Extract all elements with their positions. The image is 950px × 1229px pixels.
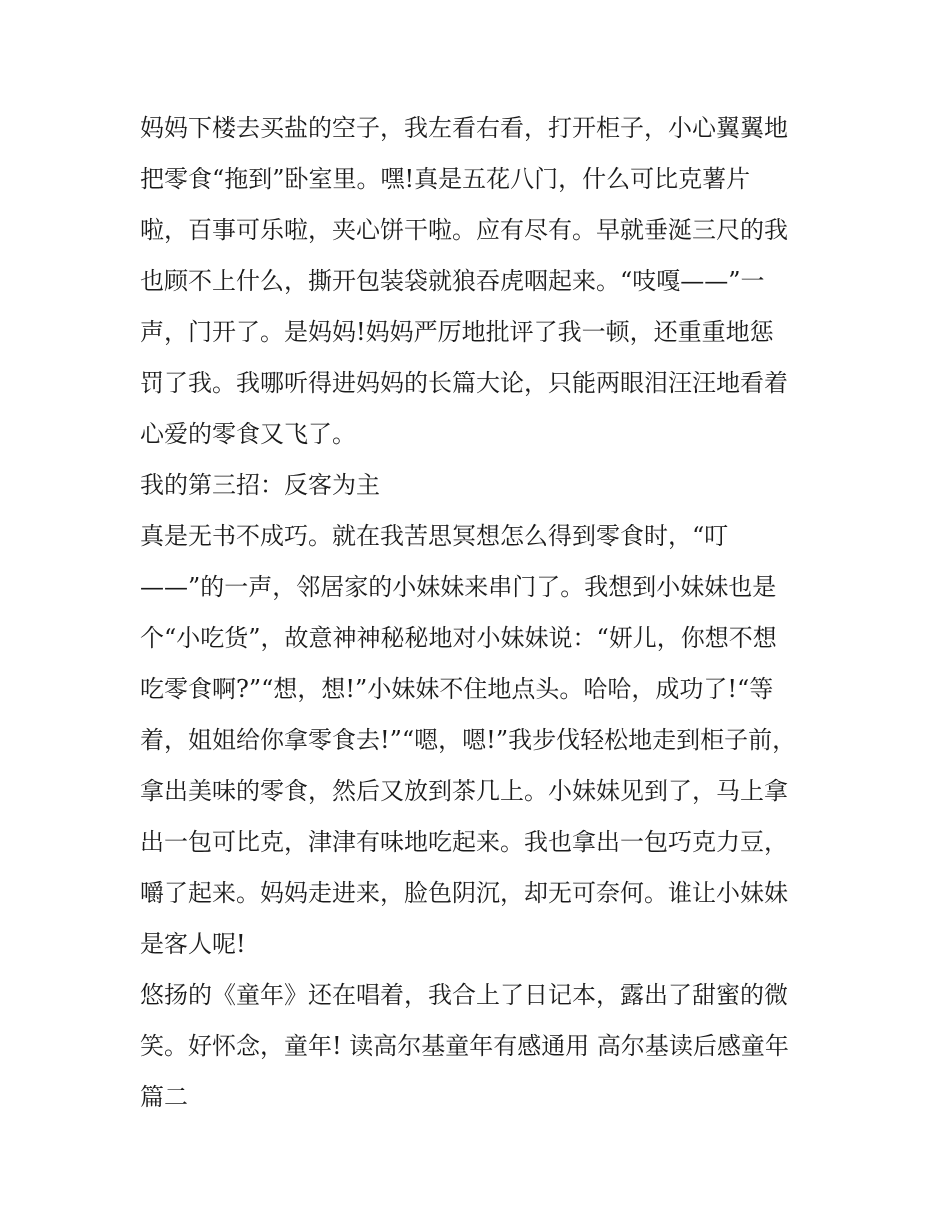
text-line: 声，门开了。是妈妈!妈妈严厉地批评了我一顿，还重重地惩	[140, 318, 774, 346]
text-line: 妈妈下楼去买盐的空子，我左看右看，打开柜子，小心翼翼地	[140, 114, 788, 142]
text-line: 嚼了起来。妈妈走进来，脸色阴沉，却无可奈何。谁让小妹妹	[140, 879, 788, 907]
text-line: 着，姐姐给你拿零食去!”“嗯，嗯!”我步伐轻松地走到柜子前，	[140, 726, 797, 754]
text-line: 笑。好怀念，童年! 读高尔基童年有感通用 高尔基读后感童年	[140, 1032, 789, 1060]
text-line: 吃零食啊?”“想，想!”小妹妹不住地点头。哈哈，成功了!“等	[140, 675, 774, 703]
text-line: 把零食“拖到”卧室里。嘿!真是五花八门，什么可比克薯片	[140, 165, 751, 193]
text-line: 出一包可比克，津津有味地吃起来。我也拿出一包巧克力豆，	[140, 828, 788, 856]
text-line: 篇二	[140, 1083, 188, 1111]
text-line: ——”的一声，邻居家的小妹妹来串门了。我想到小妹妹也是	[140, 573, 777, 601]
text-line: 拿出美味的零食，然后又放到茶几上。小妹妹见到了，马上拿	[140, 777, 788, 805]
text-line: 啦，百事可乐啦，夹心饼干啦。应有尽有。早就垂涎三尺的我	[140, 216, 788, 244]
text-line: 是客人呢!	[140, 930, 246, 958]
text-line: 悠扬的《童年》还在唱着，我合上了日记本，露出了甜蜜的微	[140, 981, 788, 1009]
text-line: 罚了我。我哪听得进妈妈的长篇大论，只能两眼泪汪汪地看着	[140, 369, 788, 397]
text-line: 真是无书不成巧。就在我苦思冥想怎么得到零食时，“叮	[140, 522, 729, 550]
text-line: 也顾不上什么，撕开包装袋就狼吞虎咽起来。“吱嘎——”一	[140, 267, 765, 295]
section-heading: 我的第三招：反客为主	[140, 471, 380, 499]
text-line: 个“小吃货”，故意神神秘秘地对小妹妹说：“妍儿，你想不想	[140, 624, 777, 652]
text-line: 心爱的零食又飞了。	[140, 420, 356, 448]
